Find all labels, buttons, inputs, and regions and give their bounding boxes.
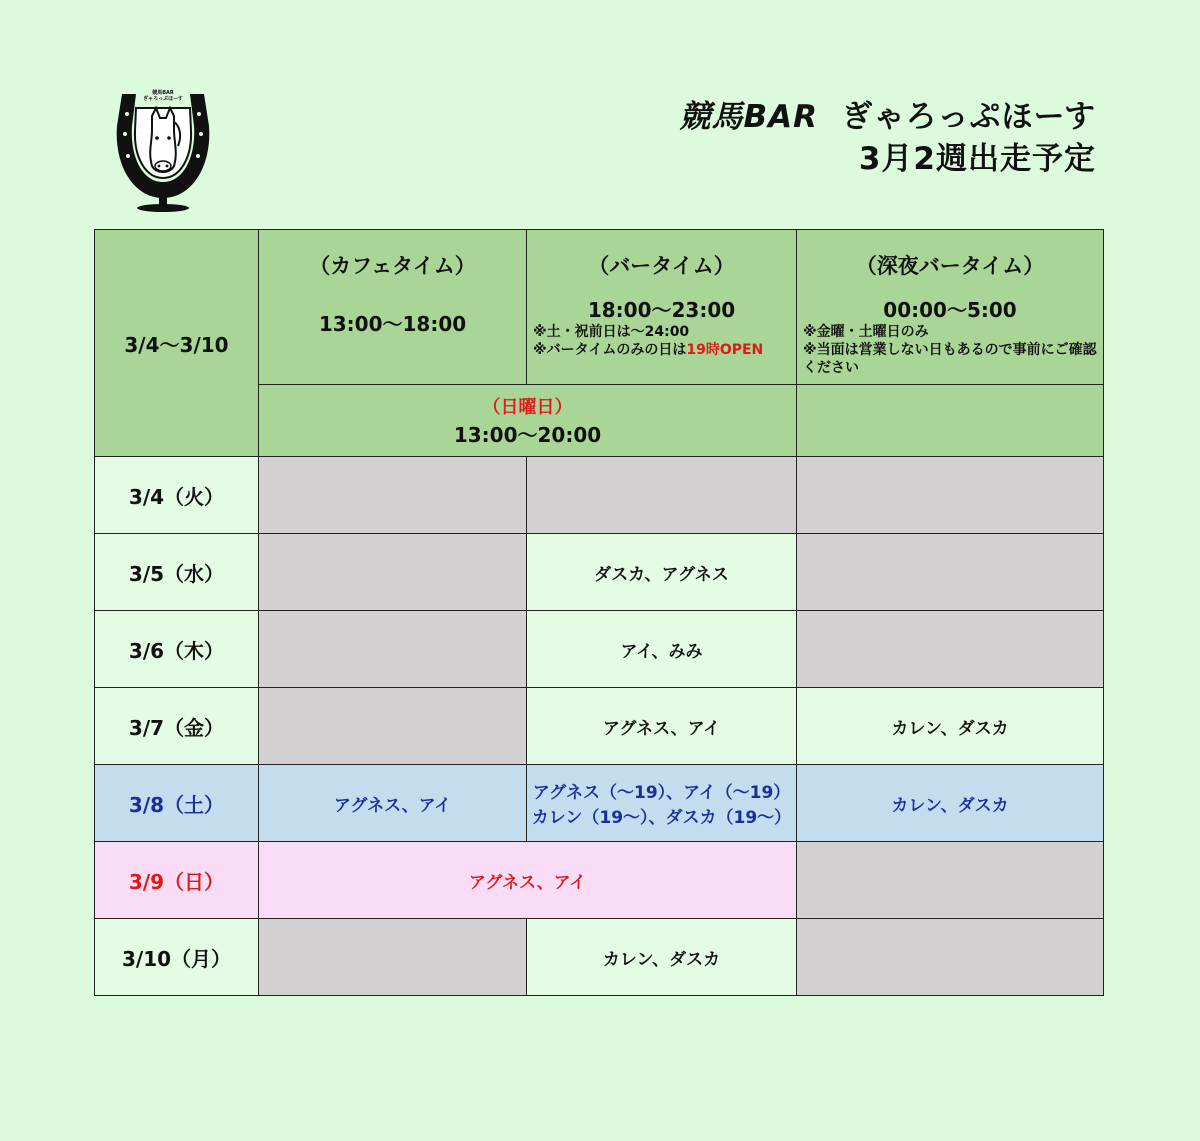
bar-slot: カレン、ダスカ: [527, 919, 797, 996]
bar-note2-prefix: ※バータイムのみの日は: [533, 342, 687, 358]
late-slot: [797, 842, 1104, 919]
sunday-header-cell: [259, 385, 797, 457]
schedule-table: [94, 229, 1104, 996]
late-header-cell: [797, 230, 1104, 385]
day-cell: 3/10（月）: [95, 919, 259, 996]
cafe-slot: [259, 534, 527, 611]
late-time: 00:00～5:00: [883, 298, 1017, 322]
bar-note2: [527, 341, 796, 359]
bar-note1: ※土・祝前日は～24:00: [533, 324, 690, 340]
late-slot: [797, 611, 1104, 688]
page-title: [679, 96, 1096, 180]
bar-slot: アグネス、アイ: [527, 688, 797, 765]
late-note2: ※当面は営業しない日もあるので事前にご確認ください: [803, 342, 1097, 376]
bar-label: （バータイム）: [588, 254, 735, 278]
late-note1: ※金曜・土曜日のみ: [803, 324, 929, 340]
title-name: ぎゃろっぷほーす: [841, 99, 1096, 135]
day-cell: 3/7（金）: [95, 688, 259, 765]
logo: [108, 86, 218, 216]
cafe-slot: [259, 611, 527, 688]
title-line1: [679, 96, 1096, 138]
late-label: （深夜バータイム）: [855, 254, 1045, 278]
day-cell: 3/4（火）: [95, 457, 259, 534]
date-range-cell: 3/4～3/10: [95, 230, 259, 457]
bar-header-cell: [527, 230, 797, 385]
bar-slot: アイ、みみ: [527, 611, 797, 688]
late-slot: [797, 534, 1104, 611]
bar-slot: ダスカ、アグネス: [527, 534, 797, 611]
bar-slot-line2: カレン（19～）、ダスカ（19～）: [531, 808, 792, 828]
bar-slot-line1: アグネス（～19）、アイ（～19）: [532, 783, 791, 803]
bar-slot: [527, 765, 797, 842]
cafe-slot: [259, 919, 527, 996]
late-slot: カレン、ダスカ: [797, 688, 1104, 765]
title-brand: 競馬BAR: [679, 99, 818, 135]
logo-text: [140, 90, 186, 102]
bar-time: 18:00～23:00: [587, 298, 736, 322]
late-slot: [797, 457, 1104, 534]
logo-text-top: 競馬BAR: [152, 90, 174, 96]
late-slot: カレン、ダスカ: [797, 765, 1104, 842]
late-slot: [797, 919, 1104, 996]
sunday-late-header-cell: [797, 385, 1104, 457]
sunday-slot: アグネス、アイ: [259, 842, 797, 919]
cafe-slot: アグネス、アイ: [259, 765, 527, 842]
title-line2: 3月2週出走予定: [858, 141, 1096, 177]
cafe-slot: [259, 688, 527, 765]
day-cell: 3/6（木）: [95, 611, 259, 688]
bar-slot: [527, 457, 797, 534]
day-cell-saturday: 3/8（土）: [95, 765, 259, 842]
cafe-header-cell: [259, 230, 527, 385]
day-cell: 3/5（水）: [95, 534, 259, 611]
cafe-label: （カフェタイム）: [309, 254, 476, 278]
sunday-time: 13:00～20:00: [453, 423, 602, 447]
cafe-slot: [259, 457, 527, 534]
day-cell-sunday: 3/9（日）: [95, 842, 259, 919]
horseshoe-horse-logo-icon: [108, 86, 218, 216]
cafe-time: 13:00～18:00: [318, 312, 467, 336]
sunday-label: （日曜日）: [482, 397, 573, 418]
bar-note2-highlight: 19時OPEN: [686, 342, 764, 358]
logo-text-bottom: ぎゃろっぷほーす: [143, 96, 183, 102]
